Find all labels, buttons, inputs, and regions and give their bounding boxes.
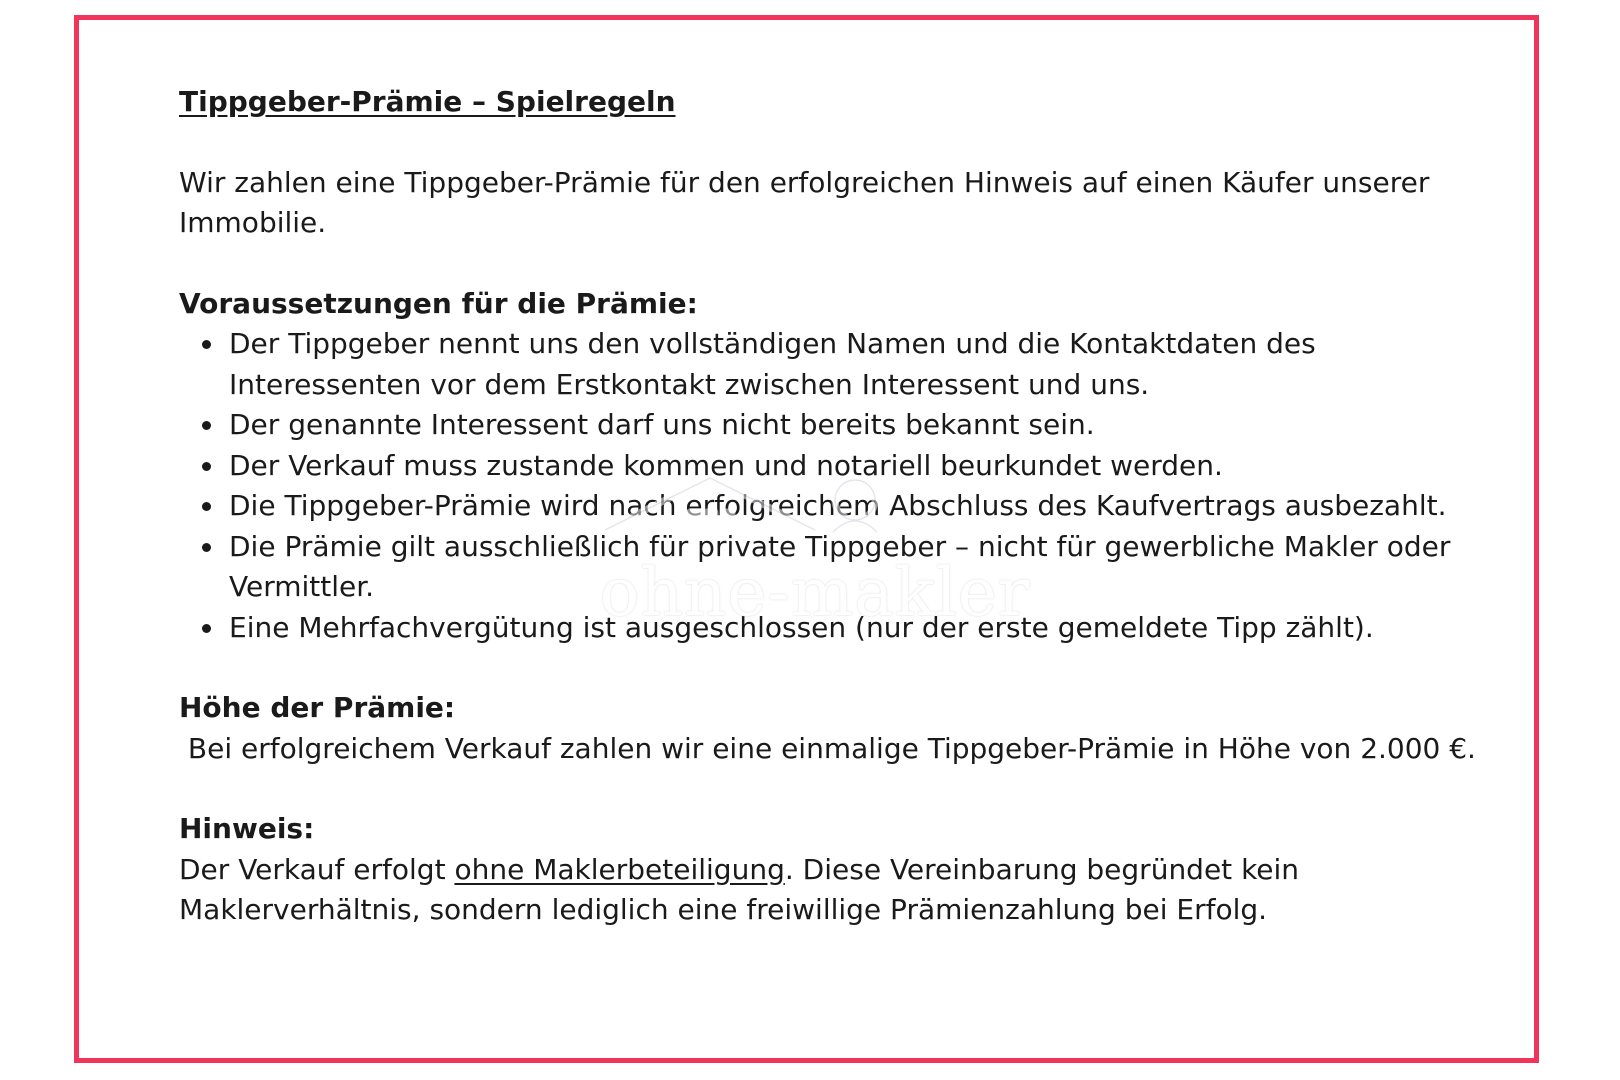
watermark-text: ohne-makler <box>599 554 1031 631</box>
note-heading: Hinweis: <box>179 812 315 845</box>
amount-heading: Höhe der Prämie: <box>179 691 456 724</box>
intro-paragraph: Wir zahlen eine Tippgeber-Prämie für den erfolgreichen Hinweis auf einen Käufer unserer Immobilie. <box>179 165 1430 239</box>
requirement-item: Eine Mehrfachvergütung ist ausgeschlossen (nur der erste gemeldete Tipp zählt). <box>229 608 1479 649</box>
requirement-item: Der Verkauf muss zustande kommen und notariell beurkundet werden. <box>229 446 1479 487</box>
document-frame <box>74 15 1539 1063</box>
note-text <box>179 850 1479 931</box>
requirements-heading: Voraussetzungen für die Prämie: <box>179 286 698 320</box>
amount-section <box>179 688 1479 769</box>
note-text-end: . Diese Vereinbarung begründet kein Maklerverhältnis, sondern lediglich eine freiwillige Prämienzahlung bei Erfolg. <box>179 852 1300 926</box>
note-text-underlined: ohne Maklerbeteiligung <box>454 852 785 886</box>
requirement-item: Der Tippgeber nennt uns den vollständigen Namen und die Kontaktdaten des Interessenten vor dem Erstkontakt zwischen Interessent und uns. <box>229 324 1479 405</box>
requirement-item: Die Tippgeber-Prämie wird nach erfolgreichem Abschluss des Kaufvertrags ausbezahlt. <box>229 486 1479 527</box>
amount-text: Bei erfolgreichem Verkauf zahlen wir eine einmalige Tippgeber-Prämie in Höhe von 2.000 €. <box>179 731 1476 765</box>
requirements-list <box>179 324 1479 648</box>
document-content <box>179 82 1479 931</box>
requirement-item: Der genannte Interessent darf uns nicht bereits bekannt sein. <box>229 405 1479 446</box>
note-text-start: Der Verkauf erfolgt <box>179 852 455 886</box>
requirement-item: Die Prämie gilt ausschließlich für private Tippgeber – nicht für gewerbliche Makler oder Vermittler. <box>229 527 1479 608</box>
document-title: Tippgeber-Prämie – Spielregeln <box>179 85 676 118</box>
note-section <box>179 809 1479 931</box>
